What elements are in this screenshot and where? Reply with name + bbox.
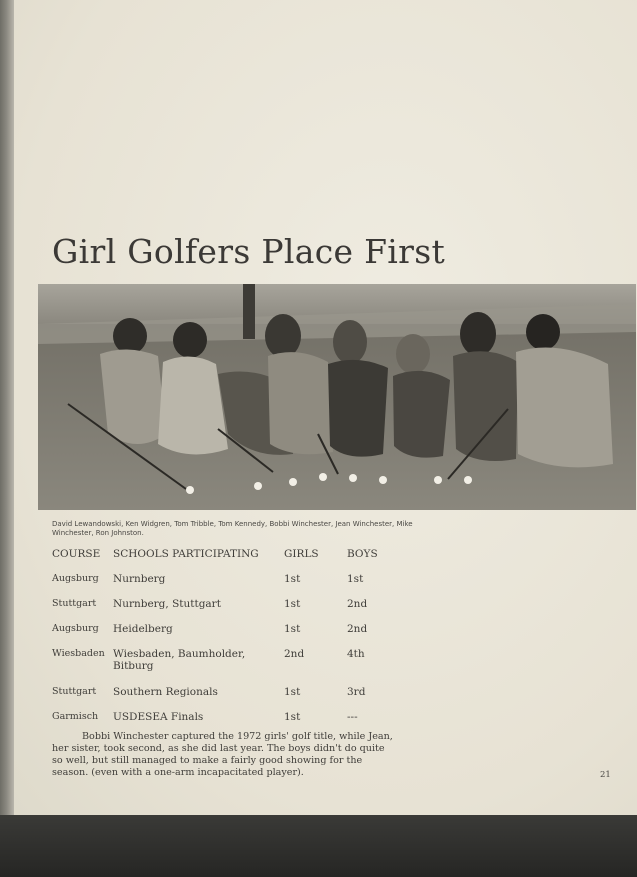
table-cell-girls: 1st [284,598,301,610]
table-cell-schools-line2: Bitburg [113,660,154,672]
header-schools: SCHOOLS PARTICIPATING [113,548,259,560]
table-cell-girls: 1st [284,711,301,723]
table-cell-girls: 1st [284,623,301,635]
table-cell-course: Augsburg [52,573,99,584]
table-cell-course: Garmisch [52,711,99,722]
table-cell-schools: Nurnberg, Stuttgart [113,598,221,610]
table-cell-schools: Heidelberg [113,623,173,635]
table-cell-course: Stuttgart [52,686,97,697]
table-cell-girls: 1st [284,686,301,698]
scan-bottom-edge [0,815,637,877]
table-cell-girls: 1st [284,573,301,585]
header-boys: BOYS [347,548,378,560]
team-photo-illustration [38,284,636,510]
table-cell-course: Augsburg [52,623,99,634]
table-cell-boys: 2nd [347,598,368,610]
table-cell-boys: 3rd [347,686,366,698]
book-spine [0,0,14,815]
page-number: 21 [600,770,611,780]
table-cell-schools: Southern Regionals [113,686,218,698]
page-title: Girl Golfers Place First [52,232,446,271]
table-cell-schools: USDESEA Finals [113,711,204,723]
article-paragraph: Bobbi Winchester captured the 1972 girls' golf title, while Jean, her sister, took second, as she did last year. The boys didn't do quite so well, but still managed to make a fairly good showing for the season. (even with a one-arm incapacitated player). [52,731,393,778]
header-course: COURSE [52,548,101,560]
team-photo [38,284,636,510]
table-cell-boys: --- [347,711,358,723]
table-cell-girls: 2nd [284,648,305,660]
table-cell-boys: 1st [347,573,364,585]
table-cell-schools: Nurnberg [113,573,166,585]
table-cell-course: Wiesbaden [52,648,105,659]
table-cell-course: Stuttgart [52,598,97,609]
table-cell-schools: Wiesbaden, Baumholder, [113,648,246,660]
table-cell-boys: 2nd [347,623,368,635]
table-cell-boys: 4th [347,648,365,660]
header-girls: GIRLS [284,548,319,560]
photo-caption: David Lewandowski, Ken Widgren, Tom Tribble, Tom Kennedy, Bobbi Winchester, Jean Winchester, Mike Winchester, Ron Johnston. [52,520,413,537]
